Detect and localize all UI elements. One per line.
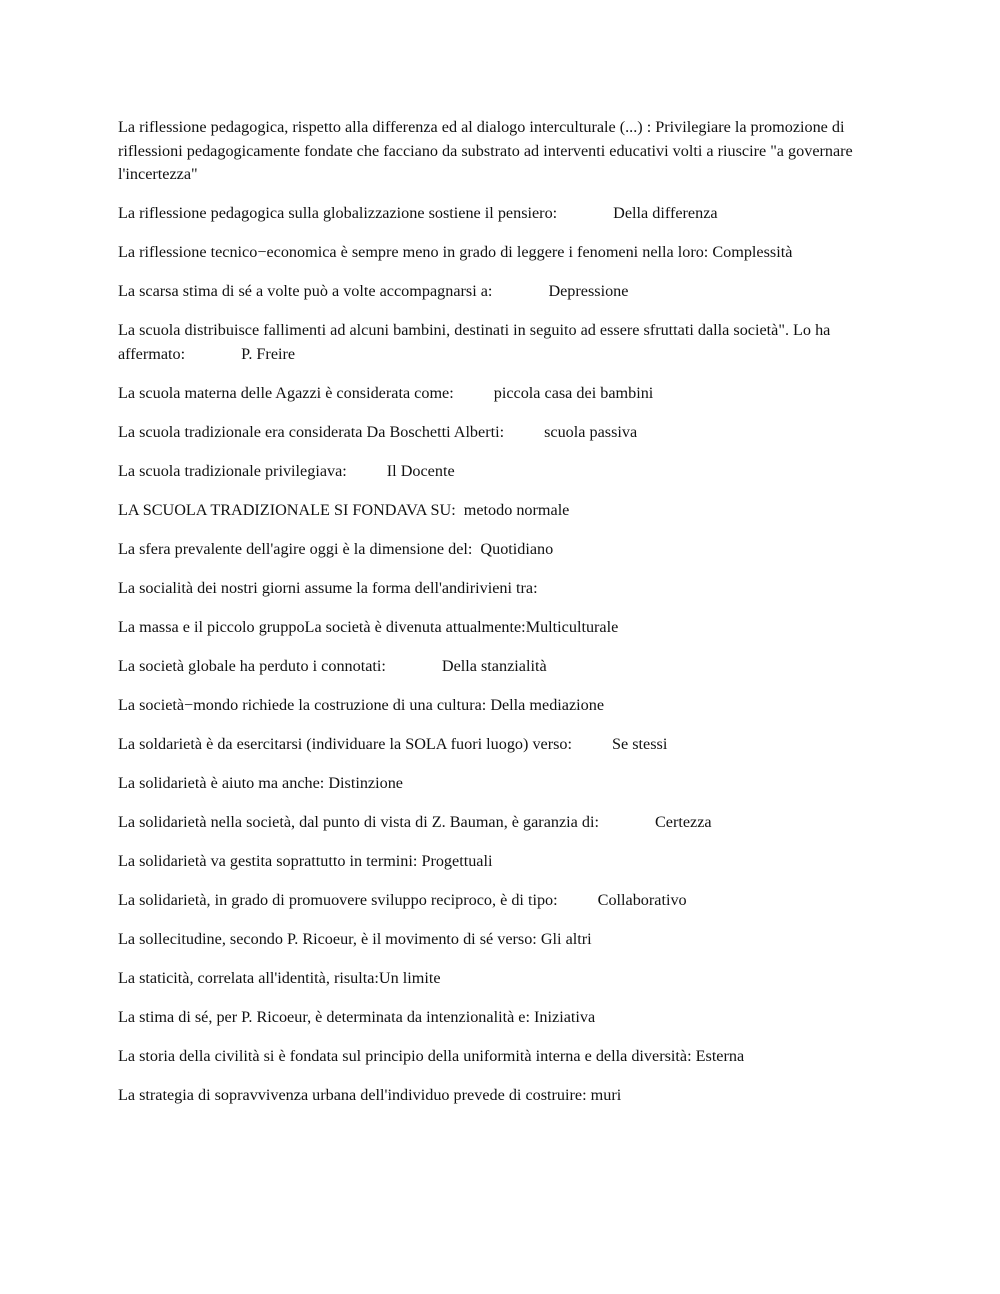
qa-entry (118, 967, 878, 991)
question-text: La massa e il piccolo gruppoLa società è divenuta attualmente: (118, 617, 526, 636)
question-text: LA SCUOLA TRADIZIONALE SI FONDAVA SU: (118, 500, 456, 519)
question-text: La sollecitudine, secondo P. Ricoeur, è il movimento di sé verso: (118, 929, 537, 948)
answer-text: Un limite (378, 968, 441, 987)
answer-text: Complessità (712, 243, 793, 261)
question-text: La riflessione pedagogica, rispetto alla differenza ed al dialogo interculturale (...) : Privilegiare la promozione di riflessioni pedagogicamente fondate che facciano da substrato ad interventi educativi volti a riuscire "a governare l'incertezza" (118, 118, 853, 183)
question-text: La riflessione pedagogica sulla globalizzazione sostiene il pensiero: (118, 204, 558, 222)
question-text: La scuola distribuisce fallimenti ad alcuni bambini, destinati in seguito ad essere sfruttati dalla società". Lo ha affermato: (118, 321, 831, 363)
answer-text: Distinzione (328, 773, 403, 792)
qa-entry (118, 694, 878, 718)
question-text: La soldarietà è da esercitarsi (individuare la SOLA fuori luogo) verso: (118, 734, 573, 753)
qa-entry (118, 1006, 878, 1030)
qa-entry (118, 280, 878, 304)
answer-text: Quotidiano (480, 539, 554, 558)
qa-entry (118, 577, 878, 601)
question-text: La scuola tradizionale era considerata Da Boschetti Alberti: (118, 422, 505, 441)
answer-text: Iniziativa (534, 1007, 596, 1026)
qa-entry (118, 319, 878, 366)
qa-entry (118, 616, 878, 640)
qa-entry (118, 889, 878, 913)
qa-entry (118, 1045, 878, 1069)
answer-text: Della differenza (613, 204, 718, 222)
answer-text: Depressione (548, 282, 629, 300)
question-text: La scuola materna delle Agazzi è considerata come: (118, 383, 454, 402)
qa-list (118, 116, 878, 1123)
answer-text: piccola casa dei bambini (493, 383, 654, 402)
question-text: La storia della civilità si è fondata sul principio della uniformità interna e della diversità: (118, 1046, 692, 1065)
qa-entry (118, 382, 878, 406)
question-text: La società−mondo richiede la costruzione di una cultura: (118, 695, 487, 714)
answer-text: P. Freire (241, 344, 296, 363)
answer-text: muri (590, 1085, 622, 1104)
header-mark (490, 0, 510, 3)
question-text: La solidarietà, in grado di promuovere sviluppo reciproco, è di tipo: (118, 890, 558, 909)
qa-entry (118, 421, 878, 445)
qa-entry (118, 928, 878, 952)
answer-text: Il Docente (386, 461, 455, 480)
question-text: La solidarietà nella società, dal punto di vista di Z. Bauman, è garanzia di: (118, 812, 599, 831)
qa-entry (118, 116, 878, 187)
question-text: La scarsa stima di sé a volte può a volte accompagnarsi a: (118, 282, 493, 300)
question-text: La scuola tradizionale privilegiava: (118, 461, 347, 480)
qa-entry (118, 811, 878, 835)
question-text: La sfera prevalente dell'agire oggi è la dimensione del: (118, 539, 473, 558)
qa-entry (118, 850, 878, 874)
question-text: La solidarietà è aiuto ma anche: (118, 773, 325, 792)
qa-entry (118, 241, 878, 265)
question-text: La solidarietà va gestita soprattutto in termini: (118, 851, 418, 870)
qa-entry (118, 460, 878, 484)
answer-text: Progettuali (421, 851, 493, 870)
qa-entry (118, 733, 878, 757)
answer-text: metodo normale (463, 500, 570, 519)
answer-text: Multiculturale (525, 617, 619, 636)
answer-text: Della mediazione (490, 695, 605, 714)
answer-text: Collaborativo (597, 890, 687, 909)
answer-text: Esterna (695, 1046, 745, 1065)
qa-entry (118, 772, 878, 796)
question-text: La socialità dei nostri giorni assume la forma dell'andirivieni tra: (118, 578, 538, 597)
answer-text: Certezza (654, 812, 712, 831)
question-text: La riflessione tecnico−economica è sempre meno in grado di leggere i fenomeni nella loro: (118, 243, 709, 261)
answer-text: Gli altri (540, 929, 592, 948)
qa-entry (118, 499, 878, 523)
question-text: La strategia di sopravvivenza urbana dell'individuo prevede di costruire: (118, 1085, 587, 1104)
answer-text: Se stessi (612, 734, 668, 753)
answer-text: Della stanzialità (441, 656, 547, 675)
qa-entry (118, 655, 878, 679)
qa-entry (118, 1084, 878, 1108)
qa-entry (118, 202, 878, 226)
qa-entry (118, 538, 878, 562)
question-text: La stima di sé, per P. Ricoeur, è determinata da intenzionalità e: (118, 1007, 530, 1026)
question-text: La staticità, correlata all'identità, risulta: (118, 968, 379, 987)
answer-text: scuola passiva (544, 422, 638, 441)
question-text: La società globale ha perduto i connotati: (118, 656, 386, 675)
